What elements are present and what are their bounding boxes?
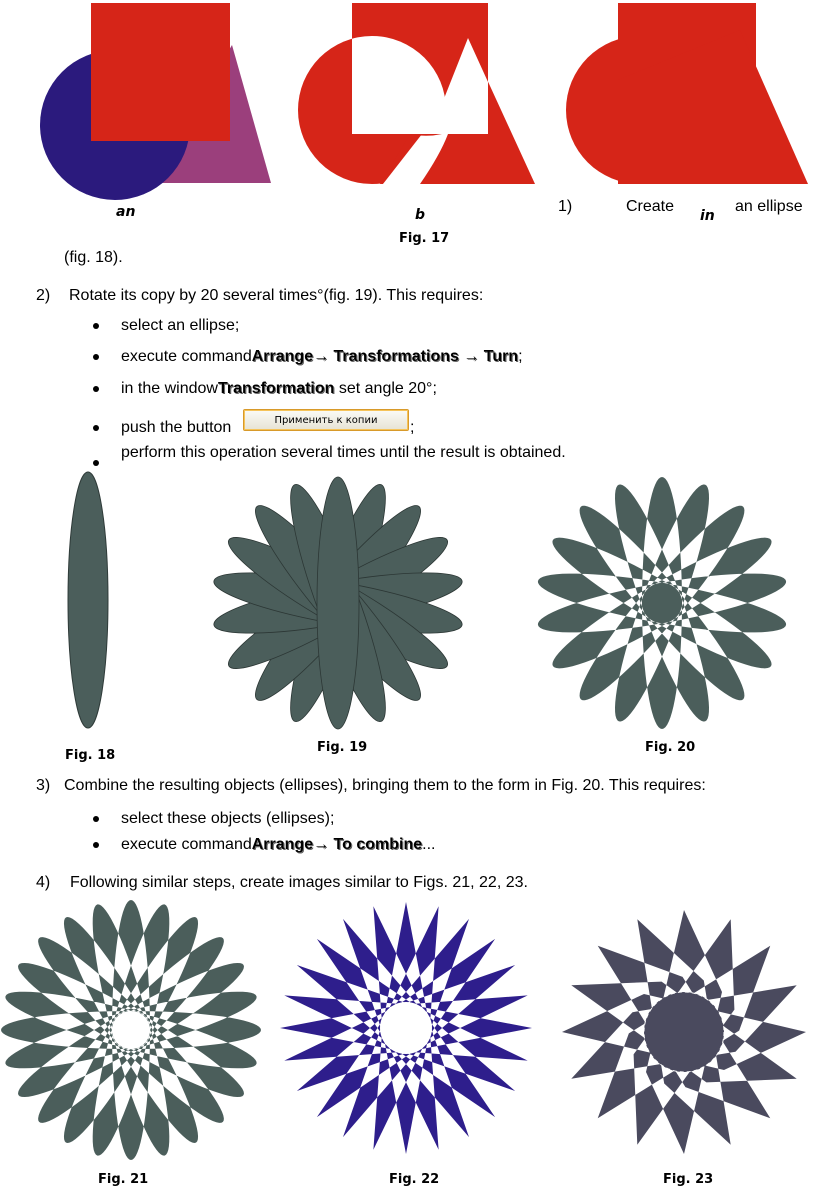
fig22-caption: Fig. 22	[389, 1172, 440, 1187]
step3-number: 3)	[36, 777, 51, 794]
step2-bullet5: perform this operation several times until the result is obtained.	[121, 444, 566, 461]
bullet-dot	[93, 323, 99, 329]
step2-bullet1: select an ellipse;	[121, 317, 240, 334]
step2-bullet4: push the button	[121, 419, 232, 436]
apply-to-copy-button[interactable]: Применить к копии	[243, 409, 409, 431]
step3-text: Combine the resulting objects (ellipses), bringing them to the form in Fig. 20. This requires:	[64, 777, 706, 794]
step3-bullet1: select these objects (ellipses);	[121, 810, 335, 827]
fig23-caption: Fig. 23	[663, 1172, 714, 1187]
fig17b-label: b	[415, 207, 426, 223]
step3-bullet2-command: Arrange→ To combine	[251, 836, 423, 853]
fig18-caption: Fig. 18	[65, 748, 116, 763]
fig17a-label: an	[116, 204, 136, 220]
step2-number: 2)	[36, 287, 51, 304]
step2-bullet2-pre: execute command	[121, 348, 252, 365]
bullet-dot	[93, 354, 99, 360]
step3-bullet2-pre: execute command	[121, 836, 252, 853]
bullet-dot	[93, 386, 99, 392]
fig17-caption: Fig. 17	[399, 231, 450, 246]
step2-bullet3-window: Transformation	[217, 380, 335, 397]
bullet-dot	[93, 842, 99, 848]
step2-bullet3-pre: in the window	[121, 380, 218, 397]
step3-bullet2-post: ...	[422, 836, 436, 853]
fig17c-label: in	[700, 208, 715, 224]
fig17a-square	[91, 3, 230, 141]
step2-bullet2-post: ;	[518, 348, 523, 365]
step2-bullet3-post: set angle 20°;	[334, 380, 437, 397]
step1-create: Create	[626, 198, 675, 215]
step3-bullet2	[121, 835, 435, 855]
step2-text: Rotate its copy by 20 several times°(fig. 19). This requires:	[69, 287, 484, 304]
fig20-caption: Fig. 20	[645, 740, 696, 755]
step2-bullet2-command: Arrange→ Transformations → Turn	[251, 348, 519, 365]
step2-bullet4-post: ;	[410, 419, 415, 436]
fig21-caption: Fig. 21	[98, 1172, 149, 1187]
step1-number: 1)	[558, 198, 573, 215]
fig19-caption: Fig. 19	[317, 740, 368, 755]
step1-ellipse: an ellipse	[735, 198, 803, 215]
bullet-dot	[93, 460, 99, 466]
step4-text: Following similar steps, create images similar to Figs. 21, 22, 23.	[70, 874, 528, 891]
fig17a-triangle	[150, 45, 271, 183]
step1-continuation: (fig. 18).	[64, 249, 123, 266]
fig17a-circle	[40, 50, 190, 200]
step2-bullet3	[121, 379, 437, 399]
step2-bullet2	[121, 347, 523, 367]
step4-number: 4)	[36, 874, 51, 891]
bullet-dot	[93, 425, 99, 431]
bullet-dot	[93, 816, 99, 822]
